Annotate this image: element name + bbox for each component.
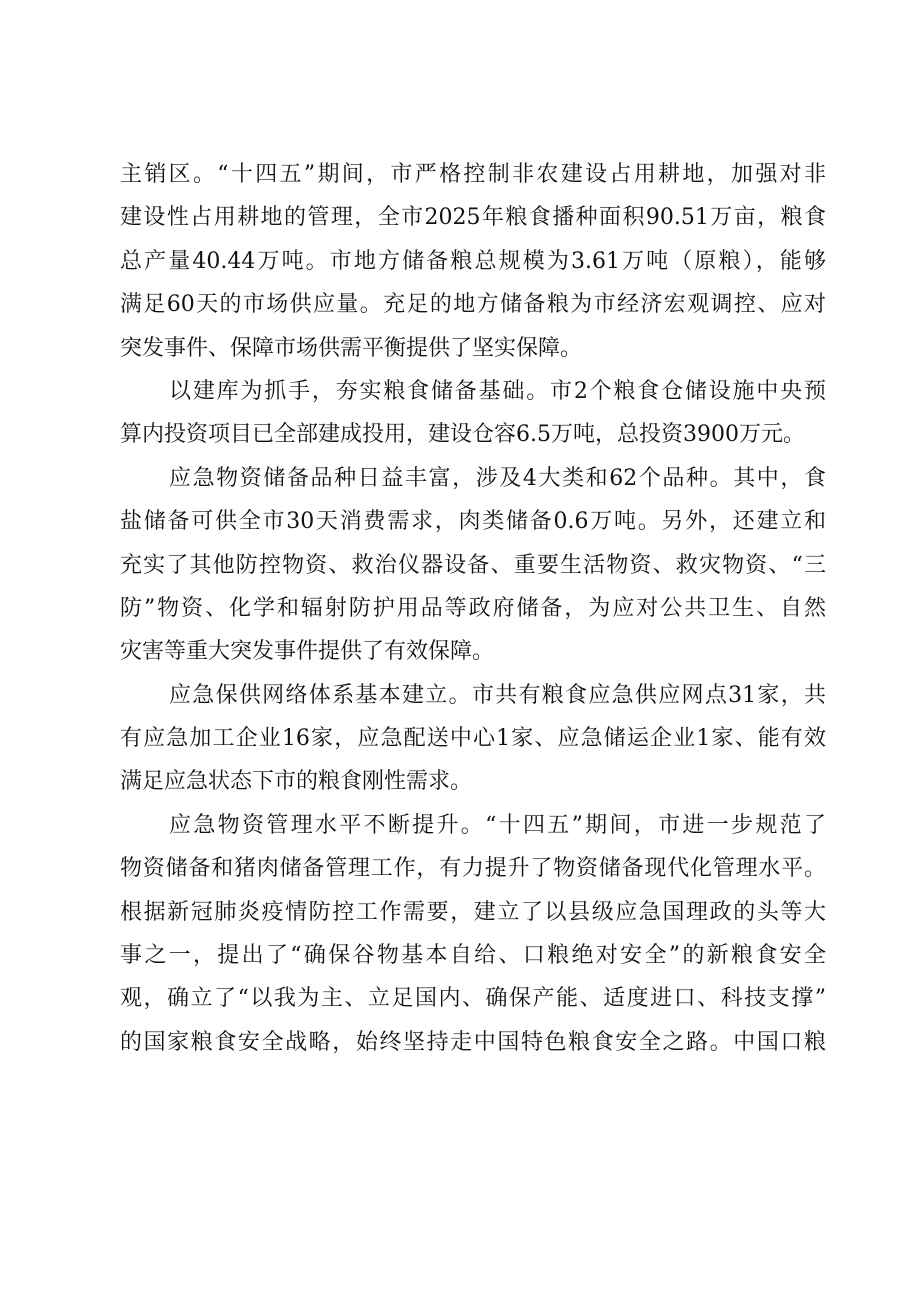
paragraph-emergency-reserves [120, 457, 826, 674]
paragraph-storage-construction [120, 370, 826, 457]
text-line: 应急保供网络体系基本建立。市共有粮食应急供应网点31家，共 [169, 682, 826, 708]
text-line: 盐储备可供全市30天消费需求，肉类储备0.6万吨。另外，还建立和 [120, 509, 826, 535]
text-line: 主销区。“十四五”期间，市严格控制非农建设占用耕地，加强对非 [120, 162, 826, 187]
paragraph-management-level [120, 804, 826, 1064]
text-line: 总产量40.44万吨。市地方储备粮总规模为3.61万吨（原粮），能够 [120, 248, 826, 274]
text-line: 的国家粮食安全战略，始终坚持走中国特色粮食安全之路。中国口粮 [120, 1029, 826, 1055]
text-line: 事之一，提出了“确保谷物基本自给、口粮绝对安全”的新粮食安全 [120, 943, 826, 969]
text-line: 物资储备和猪肉储备管理工作，有力提升了物资储备现代化管理水平。 [120, 856, 826, 882]
paragraph-grain-production [120, 153, 826, 370]
text-line: 以建库为抓手，夯实粮食储备基础。市2个粮食仓储设施中央预 [169, 378, 826, 404]
text-line: 有应急加工企业16家，应急配送中心1家、应急储运企业1家、能有效 [120, 726, 826, 752]
text-line: 满足应急状态下市的粮食刚性需求。 [120, 769, 473, 795]
text-line: 防”物资、化学和辐射防护用品等政府储备，为应对公共卫生、自然 [120, 595, 826, 621]
text-line: 建设性占用耕地的管理，全市2025年粮食播种面积90.51万亩，粮食 [120, 205, 826, 231]
text-line: 灾害等重大突发事件提供了有效保障。 [120, 639, 495, 665]
text-line: 应急物资储备品种日益丰富，涉及4大类和62个品种。其中，食 [169, 465, 826, 491]
text-line: 突发事件、保障市场供需平衡提供了坚实保障。 [120, 335, 583, 361]
paragraph-supply-network [120, 674, 826, 804]
text-line: 应急物资管理水平不断提升。“十四五”期间，市进一步规范了 [169, 812, 826, 838]
text-line: 充实了其他防控物资、救治仪器设备、重要生活物资、救灾物资、“三 [120, 552, 826, 578]
text-line: 观，确立了“以我为主、立足国内、确保产能、适度进口、科技支撑” [120, 986, 826, 1012]
text-line: 算内投资项目已全部建成投用，建设仓容6.5万吨，总投资3900万元。 [120, 422, 805, 448]
document-body [120, 153, 826, 1064]
text-line: 根据新冠肺炎疫情防控工作需要，建立了以县级应急国理政的头等大 [120, 899, 826, 925]
text-line: 满足60天的市场供应量。充足的地方储备粮为市经济宏观调控、应对 [120, 292, 826, 318]
